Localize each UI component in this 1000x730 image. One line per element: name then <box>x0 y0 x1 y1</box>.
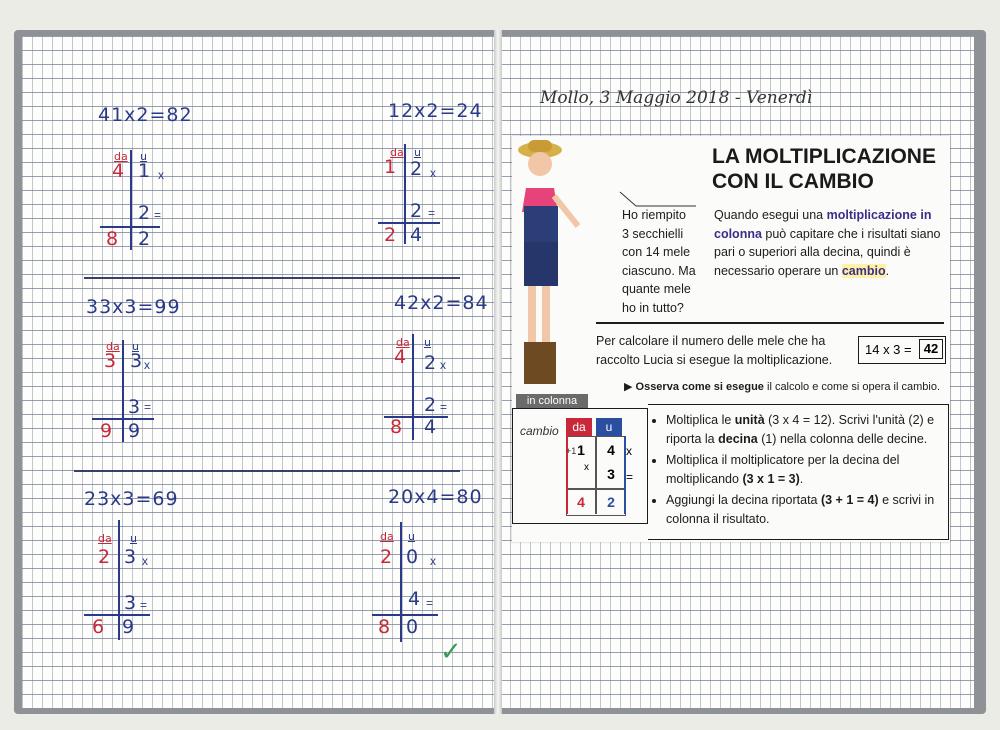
intro-keyword: moltiplicazione in colonna <box>714 208 932 241</box>
result-da: 8 <box>106 228 119 250</box>
top-u: 1 <box>138 160 151 182</box>
equals-sign: = <box>154 208 162 222</box>
times-sign: x <box>142 554 148 568</box>
times-sign: x <box>430 166 436 180</box>
step-1: • Moltiplica le unità (3 x 4 = 12). Scrivi l'unità (2) e riporta la decina (1) nella colonna delle decine. <box>666 411 948 449</box>
result-da: 2 <box>384 224 397 246</box>
speech-line: con 14 mele <box>622 245 691 259</box>
step-2: • Moltiplica il moltiplicatore per la decina del moltiplicando (3 x 1 = 3). <box>666 451 948 489</box>
times-sign: x <box>626 444 632 458</box>
result-u: 4 <box>424 416 437 438</box>
equation-box <box>858 336 946 364</box>
header-da: da <box>380 530 394 543</box>
result-units: 2 <box>607 494 615 510</box>
cross-times-sign: x <box>584 462 589 473</box>
equals-sign: = <box>144 400 152 414</box>
equals-sign: = <box>626 470 634 484</box>
result-u: 9 <box>122 616 135 638</box>
result-u: 4 <box>410 224 423 246</box>
check-mark-icon: ✓ <box>440 636 462 666</box>
header-da: da <box>98 532 112 545</box>
header-u: u <box>408 530 415 543</box>
times-sign: x <box>430 554 436 568</box>
observe-text: il calcolo e come si opera il cambio. <box>763 381 941 393</box>
intro-paragraph <box>714 206 944 280</box>
separator-line <box>74 470 460 472</box>
tens-digit: 1 <box>577 442 585 458</box>
multiplier: 3 <box>128 396 141 418</box>
top-da: 3 <box>104 350 117 372</box>
result-u: 9 <box>128 420 141 442</box>
intro-text: . <box>885 263 890 278</box>
equation: 42x2=84 <box>394 292 489 314</box>
top-da: 4 <box>112 160 125 182</box>
speech-line: ciascuno. Ma <box>622 263 696 278</box>
header-da: da <box>396 336 410 349</box>
equation: 41x2=82 <box>98 104 193 126</box>
carry-label: +1 <box>566 446 577 456</box>
top-u: 3 <box>130 350 143 372</box>
multiplier: 2 <box>138 202 151 224</box>
equals-sign: = <box>440 400 448 414</box>
top-u: 0 <box>406 546 419 568</box>
header-u: u <box>130 532 137 545</box>
column-line <box>400 522 402 642</box>
header-da: da <box>114 150 128 163</box>
intro-keyword-cambio: cambio <box>841 263 886 278</box>
notebook-spine <box>494 30 502 714</box>
observe-line: ▶ Osserva come si esegue il calcolo e come si opera il cambio. <box>624 381 941 393</box>
result-tens: 4 <box>577 494 585 510</box>
intro-text: Quando esegui una <box>714 208 827 222</box>
top-da: 2 <box>380 546 393 568</box>
speech-line: quante mele <box>622 282 691 296</box>
column-line <box>130 150 132 250</box>
header-da: da <box>390 146 404 159</box>
column-line <box>122 340 124 442</box>
girl-illustration <box>512 136 582 404</box>
header-u: u <box>424 336 431 349</box>
top-u: 2 <box>424 352 437 374</box>
equation-result: 42 <box>919 339 943 359</box>
equals-sign: = <box>140 598 148 612</box>
handwritten-date: Mollo, 3 Maggio 2018 - Venerdì <box>540 88 813 108</box>
column-line <box>404 144 406 244</box>
units-digit: 4 <box>607 442 615 458</box>
title-line-1: LA MOLTIPLICAZIONE <box>712 145 936 168</box>
header-u: u <box>140 150 147 163</box>
top-da: 2 <box>98 546 111 568</box>
separator-line <box>84 277 460 279</box>
column-line <box>118 520 120 640</box>
speech-line: Ho riempito <box>622 208 686 222</box>
title-line-2: CON IL CAMBIO <box>712 170 874 193</box>
result-da: 8 <box>378 616 391 638</box>
speech-bubble <box>622 206 696 317</box>
equals-sign: = <box>428 206 436 220</box>
times-sign: x <box>440 358 446 372</box>
speech-line: ho in tutto? <box>622 300 684 315</box>
section-divider <box>596 322 944 324</box>
top-u: 2 <box>410 158 423 180</box>
in-colonna-tab: in colonna <box>516 394 588 408</box>
header-da: da <box>106 340 120 353</box>
multiplier: 2 <box>410 200 423 222</box>
multiplier-digit: 3 <box>607 466 615 482</box>
equation-left: 14 x 3 = <box>865 342 912 357</box>
result-da: 8 <box>390 416 403 438</box>
column-line <box>412 334 414 440</box>
cambio-label: cambio <box>520 424 559 438</box>
multiplier: 4 <box>408 588 421 610</box>
times-sign: x <box>158 168 164 182</box>
top-da: 4 <box>394 346 407 368</box>
col-header-da: da <box>566 418 592 436</box>
result-da: 9 <box>100 420 113 442</box>
speech-line: 3 secchielli <box>622 226 684 241</box>
steps-box <box>648 404 949 540</box>
times-sign: x <box>144 358 150 372</box>
calc-paragraph: Per calcolare il numero delle mele che ha raccolto Lucia si esegue la moltiplicazione. <box>596 334 833 367</box>
multiplier: 2 <box>424 394 437 416</box>
step-3: • Aggiungi la decina riportata (3 + 1 = 4) e scrivi in colonna il risultato. <box>666 491 948 529</box>
header-u: u <box>132 340 139 353</box>
equation: 23x3=69 <box>84 488 179 510</box>
result-da: 6 <box>92 616 105 638</box>
equation: 20x4=80 <box>388 486 483 508</box>
result-u: 2 <box>138 228 151 250</box>
intro-text: può capitare che i risultati siano pari o superiori alla decina, quindi è necessario operare un <box>714 226 941 278</box>
col-header-u: u <box>596 418 622 436</box>
equation: 33x3=99 <box>86 296 181 318</box>
header-u: u <box>414 146 421 159</box>
multiplier: 3 <box>124 592 137 614</box>
lesson-title <box>712 144 936 194</box>
top-da: 1 <box>384 156 397 178</box>
observe-bold: Osserva come si esegue <box>635 381 764 393</box>
top-u: 3 <box>124 546 137 568</box>
equation: 12x2=24 <box>388 100 483 122</box>
equals-sign: = <box>426 596 434 610</box>
result-u: 0 <box>406 616 419 638</box>
